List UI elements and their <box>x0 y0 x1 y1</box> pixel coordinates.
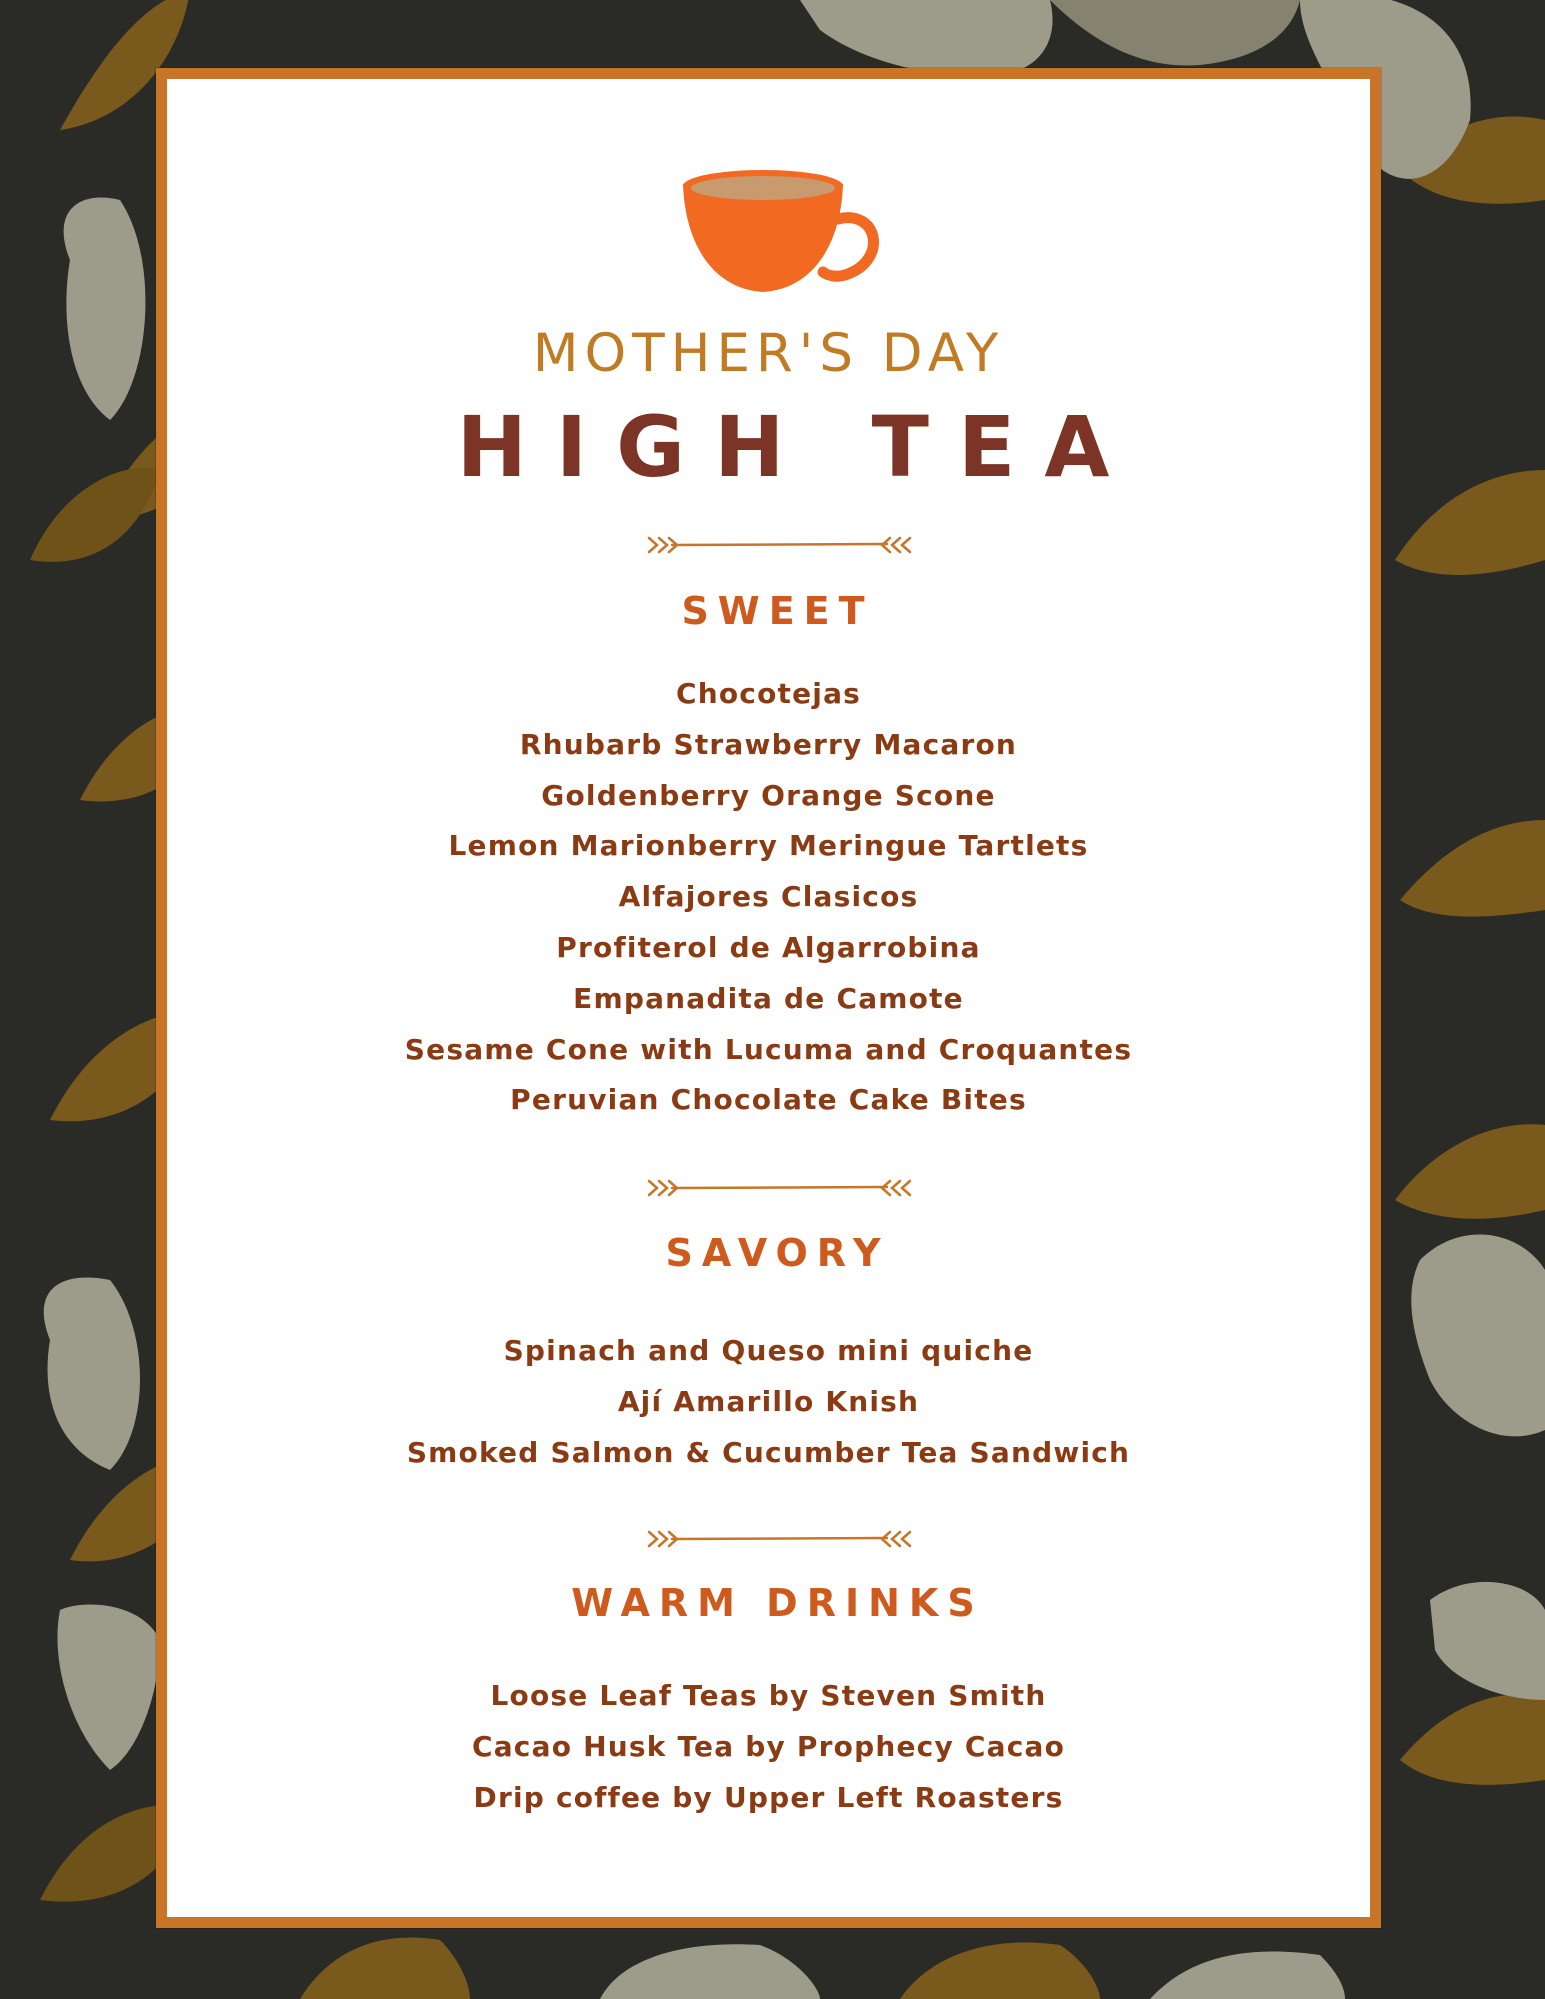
arrow-divider-icon <box>647 1524 912 1554</box>
list-item: Smoked Salmon & Cucumber Tea Sandwich <box>406 1435 1131 1469</box>
list-item: Lemon Marionberry Meringue Tartlets <box>448 829 1089 863</box>
list-item: Sesame Cone with Lucuma and Croquantes <box>404 1032 1133 1066</box>
list-item: Empanadita de Camote <box>573 981 964 1015</box>
section-heading-warm-drinks: WARM DRINKS <box>571 1581 984 1625</box>
arrow-divider-icon <box>647 1173 912 1203</box>
list-item: Spinach and Queso mini quiche <box>503 1334 1034 1367</box>
menu-card <box>156 68 1381 1928</box>
list-item: Profiterol de Algarrobina <box>556 930 981 964</box>
arrow-divider-icon <box>647 530 912 560</box>
list-item: Alfajores Clasicos <box>618 880 919 914</box>
list-item: Ají Amarillo Knish <box>617 1384 920 1418</box>
warm-drinks-items-list <box>167 1671 1370 1823</box>
section-heading-sweet: SWEET <box>681 589 874 633</box>
list-item: Goldenberry Orange Scone <box>541 778 996 812</box>
list-item: Loose Leaf Teas by Steven Smith <box>490 1679 1047 1712</box>
list-item: Drip coffee by Upper Left Roasters <box>473 1780 1064 1814</box>
list-item: Peruvian Chocolate Cake Bites <box>510 1083 1027 1117</box>
savory-items-list <box>167 1326 1370 1478</box>
page-title: HIGH TEA <box>456 398 1139 496</box>
teacup-icon <box>673 164 893 314</box>
section-heading-savory: SAVORY <box>665 1231 890 1275</box>
list-item: Rhubarb Strawberry Macaron <box>519 727 1018 761</box>
sweet-items-list <box>167 669 1370 1126</box>
event-subtitle: MOTHER'S DAY <box>532 323 1005 384</box>
list-item: Chocotejas <box>675 677 862 710</box>
list-item: Cacao Husk Tea by Prophecy Cacao <box>471 1729 1066 1763</box>
